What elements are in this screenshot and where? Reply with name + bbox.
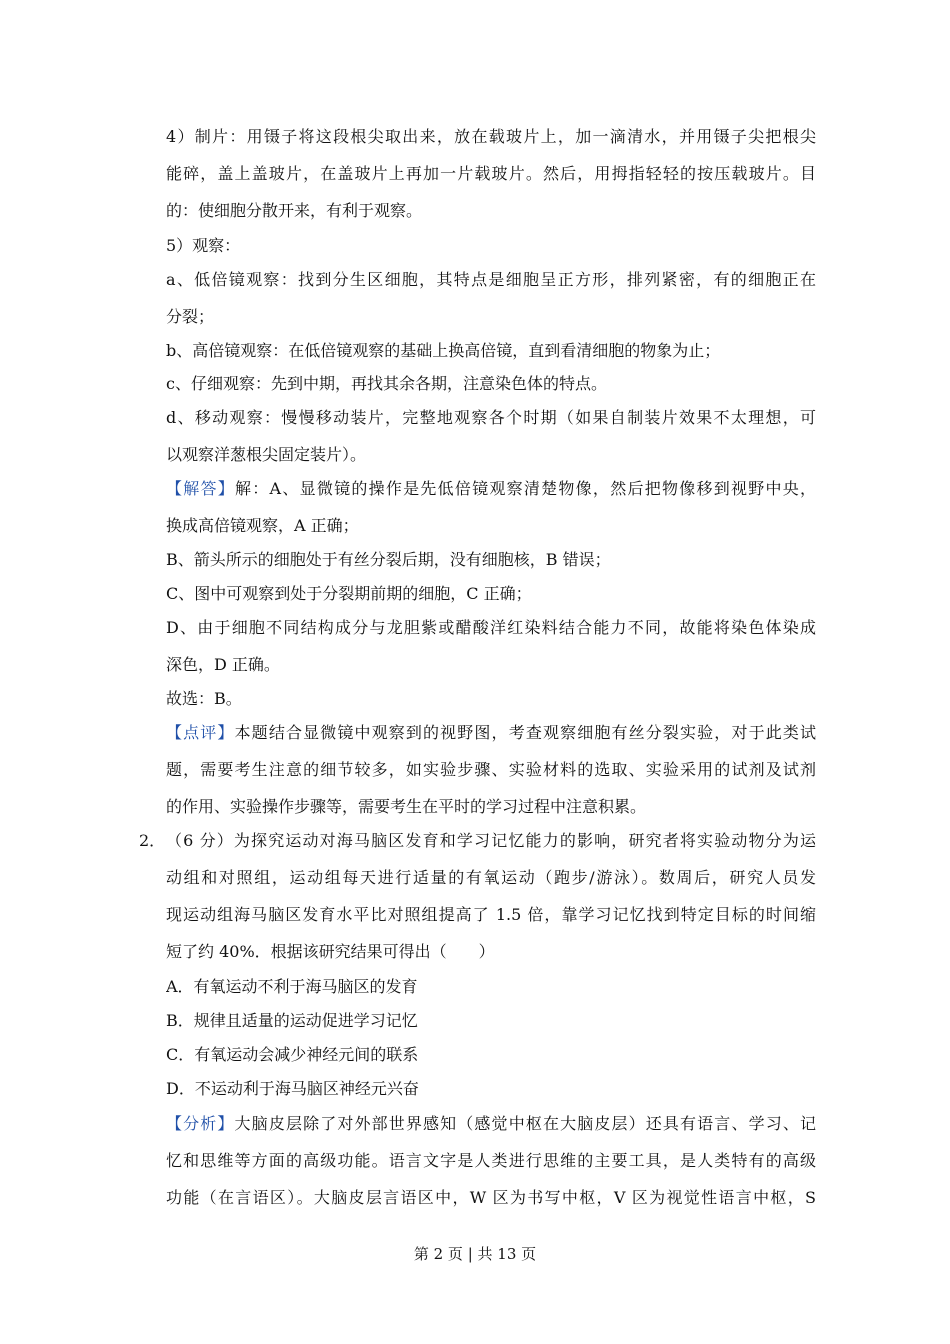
answer-tag: 【解答】 <box>166 479 236 498</box>
answer-line <box>166 479 816 499</box>
question-number: 2． <box>139 831 166 850</box>
paragraph-line: 5）观察： <box>166 236 241 255</box>
option-d: D．不运动利于海马脑区神经元兴奋 <box>166 1079 419 1098</box>
page-footer: 第 2 页 | 共 13 页 <box>413 1245 537 1263</box>
paragraph-line: 深色，D 正确。 <box>166 655 280 674</box>
analysis-tag: 【分析】 <box>166 1114 235 1133</box>
paragraph-line: 分裂； <box>166 307 215 326</box>
paragraph-line: 以观察洋葱根尖固定装片）。 <box>166 445 367 464</box>
analysis-text: 大脑皮层除了对外部世界感知（感觉中枢在大脑皮层）还具有语言、学习、记 <box>234 1114 816 1133</box>
answer-text: 解：A、显微镜的操作是先低倍镜观察清楚物像，然后把物像移到视野中央， <box>235 479 816 498</box>
paragraph-line: d、移动观察：慢慢移动装片，完整地观察各个时期（如果自制装片效果不太理想，可 <box>166 408 816 427</box>
analysis-line <box>166 1114 816 1134</box>
paragraph-line: c、仔细观察：先到中期，再找其余各期，注意染色体的特点。 <box>166 374 607 393</box>
paragraph-line: 4）制片：用镊子将这段根尖取出来，放在载玻片上，加一滴清水，并用镊子尖把根尖 <box>166 127 816 146</box>
comment-line <box>166 723 816 743</box>
option-b: B．规律且适量的运动促进学习记忆 <box>166 1011 418 1030</box>
paragraph-line: a、低倍镜观察：找到分生区细胞，其特点是细胞呈正方形，排列紧密，有的细胞正在 <box>166 270 816 289</box>
paragraph-line: 题，需要考生注意的细节较多，如实验步骤、实验材料的选取、实验采用的试剂及试剂 <box>166 760 816 779</box>
comment-tag: 【点评】 <box>166 723 235 742</box>
question-line: 现运动组海马脑区发育水平比对照组提高了 1.5 倍，靠学习记忆找到特定目标的时间缩 <box>166 905 816 924</box>
paragraph-line: 换成高倍镜观察，A 正确； <box>166 516 359 535</box>
question-line: 短了约 40%．根据该研究结果可得出（ ） <box>166 942 495 961</box>
question-line: （6 分）为探究运动对海马脑区发育和学习记忆能力的影响，研究者将实验动物分为运 <box>166 831 816 850</box>
paragraph-line: 的：使细胞分散开来，有利于观察。 <box>166 201 423 220</box>
paragraph-line: b、高倍镜观察：在低倍镜观察的基础上换高倍镜，直到看清细胞的物象为止； <box>166 341 721 360</box>
paragraph-line: 故选：B。 <box>166 689 242 708</box>
paragraph-line: C、图中可观察到处于分裂期前期的细胞，C 正确； <box>166 584 532 603</box>
paragraph-line: D、由于细胞不同结构成分与龙胆紫或醋酸洋红染料结合能力不同，故能将染色体染成 <box>166 618 816 637</box>
comment-text: 本题结合显微镜中观察到的视野图，考查观察细胞有丝分裂实验，对于此类试 <box>234 723 816 742</box>
paragraph-line: B、箭头所示的细胞处于有丝分裂后期，没有细胞核，B 错误； <box>166 550 611 569</box>
paragraph-line: 功能（在言语区）。大脑皮层言语区中，W 区为书写中枢，V 区为视觉性语言中枢，S <box>166 1188 816 1207</box>
paragraph-line: 的作用、实验操作步骤等，需要考生在平时的学习过程中注意积累。 <box>166 797 647 816</box>
option-c: C．有氧运动会减少神经元间的联系 <box>166 1045 419 1064</box>
option-a: A．有氧运动不利于海马脑区的发育 <box>166 977 418 996</box>
paragraph-line: 能碎，盖上盖玻片，在盖玻片上再加一片载玻片。然后，用拇指轻轻的按压载玻片。目 <box>166 164 816 183</box>
paragraph-line: 忆和思维等方面的高级功能。语言文字是人类进行思维的主要工具，是人类特有的高级 <box>166 1151 816 1170</box>
question-line: 动组和对照组，运动组每天进行适量的有氧运动（跑步/游泳）。数周后，研究人员发 <box>166 868 816 887</box>
